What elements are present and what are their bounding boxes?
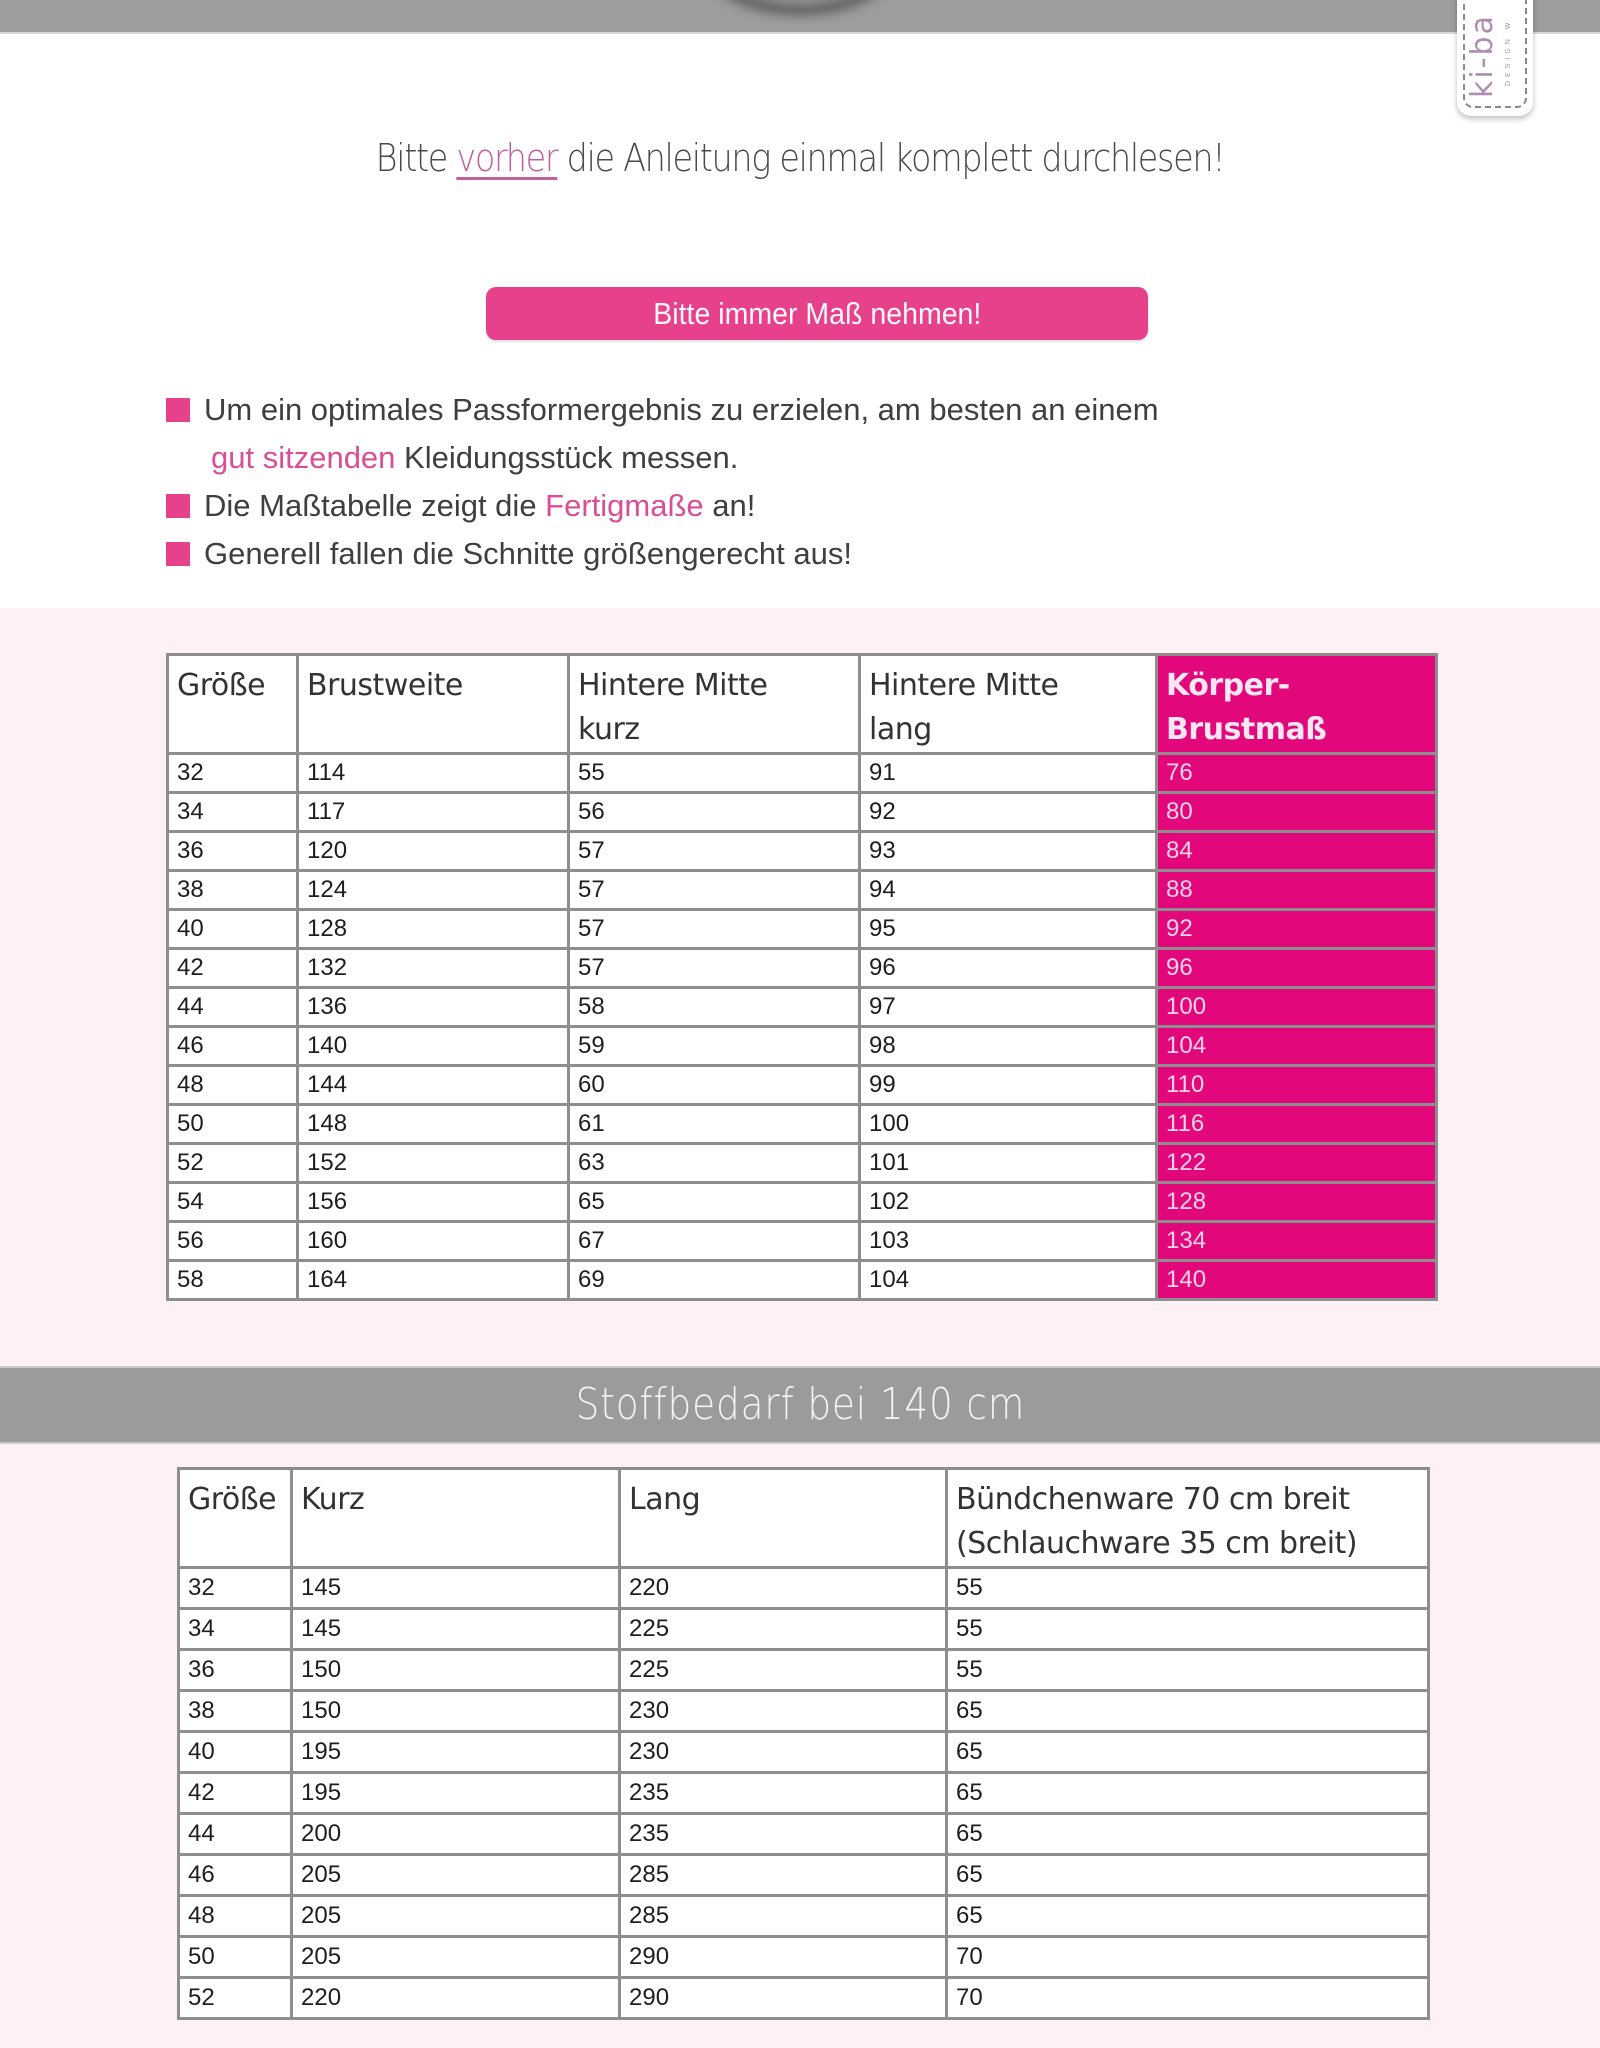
table-cell: 101 (860, 1144, 1157, 1183)
table-cell: 32 (168, 754, 298, 793)
column-header-line: Kurz (301, 1482, 365, 1517)
column-header-line: Lang (629, 1482, 701, 1517)
tip-item (166, 386, 1316, 434)
table-cell: 40 (179, 1732, 292, 1773)
table-row (168, 1105, 1437, 1144)
column-header-line: Größe (188, 1482, 277, 1517)
table-cell: 140 (298, 1027, 569, 1066)
tip-item-continuation (166, 434, 1316, 482)
tip-text: Die Maßtabelle zeigt die (204, 488, 546, 523)
table-cell: 122 (1157, 1144, 1437, 1183)
column-header-line: kurz (578, 712, 640, 747)
table-cell: 230 (620, 1732, 947, 1773)
table-cell: 164 (298, 1261, 569, 1300)
table-cell: 152 (298, 1144, 569, 1183)
table-cell: 235 (620, 1773, 947, 1814)
table-cell: 54 (168, 1183, 298, 1222)
table-cell: 34 (179, 1609, 292, 1650)
table-cell: 200 (292, 1814, 620, 1855)
table-cell: 58 (168, 1261, 298, 1300)
table-cell: 57 (569, 871, 860, 910)
table-cell: 205 (292, 1937, 620, 1978)
table-cell: 65 (947, 1773, 1429, 1814)
table-cell: 285 (620, 1855, 947, 1896)
table-cell: 104 (860, 1261, 1157, 1300)
table-cell: 48 (179, 1896, 292, 1937)
column-header-line: Bündchenware 70 cm breit (956, 1482, 1350, 1517)
column-header (292, 1469, 620, 1568)
table-cell: 144 (298, 1066, 569, 1105)
table-cell: 55 (947, 1609, 1429, 1650)
column-header-line: Körper- (1166, 668, 1290, 703)
table-cell: 32 (179, 1568, 292, 1609)
table-cell: 65 (947, 1814, 1429, 1855)
column-header (179, 1469, 292, 1568)
table-cell: 55 (947, 1568, 1429, 1609)
decorative-button-graphic (705, 0, 895, 10)
intro-text-after: die Anleitung einmal komplett durchlesen! (557, 136, 1225, 180)
table-row (179, 1855, 1429, 1896)
table-cell: 285 (620, 1896, 947, 1937)
table-row (179, 1773, 1429, 1814)
column-header-line: Brustweite (307, 668, 463, 703)
table-cell: 195 (292, 1773, 620, 1814)
tips-list (166, 386, 1316, 578)
table-cell: 46 (168, 1027, 298, 1066)
table-cell: 38 (168, 871, 298, 910)
table-cell: 76 (1157, 754, 1437, 793)
table-cell: 88 (1157, 871, 1437, 910)
column-header-line: Größe (177, 668, 266, 703)
table-cell: 205 (292, 1896, 620, 1937)
table-cell: 290 (620, 1937, 947, 1978)
table-cell: 230 (620, 1691, 947, 1732)
column-header-line: Hintere Mitte (578, 668, 768, 703)
table-row (168, 910, 1437, 949)
table-cell: 100 (1157, 988, 1437, 1027)
table-row (168, 988, 1437, 1027)
table-cell: 46 (179, 1855, 292, 1896)
table-row (179, 1937, 1429, 1978)
table-row (168, 949, 1437, 988)
table-cell: 145 (292, 1568, 620, 1609)
table-cell: 136 (298, 988, 569, 1027)
tip-item (166, 530, 1316, 578)
table-cell: 140 (1157, 1261, 1437, 1300)
table-row (179, 1691, 1429, 1732)
tip-highlight: Fertigmaße (545, 488, 704, 523)
table-row (168, 1144, 1437, 1183)
table-row (168, 871, 1437, 910)
table-cell: 128 (298, 910, 569, 949)
table-cell: 60 (569, 1066, 860, 1105)
table-cell: 94 (860, 871, 1157, 910)
table-cell: 67 (569, 1222, 860, 1261)
column-header (860, 655, 1157, 754)
table-row (179, 1609, 1429, 1650)
table-row (179, 1732, 1429, 1773)
table-cell: 61 (569, 1105, 860, 1144)
table-cell: 69 (569, 1261, 860, 1300)
table-cell: 57 (569, 910, 860, 949)
fabric-section-title: Stoffbedarf bei 140 cm (575, 1379, 1025, 1430)
table-cell: 220 (292, 1978, 620, 2019)
table-row (168, 1183, 1437, 1222)
tip-text: Kleidungsstück messen. (395, 440, 739, 475)
table-row (179, 1978, 1429, 2019)
table-cell: 160 (298, 1222, 569, 1261)
table-cell: 70 (947, 1978, 1429, 2019)
table-cell: 156 (298, 1183, 569, 1222)
table-row (168, 1066, 1437, 1105)
column-header (569, 655, 860, 754)
table-cell: 96 (1157, 949, 1437, 988)
logo-sub-text: DESIGN W (1505, 18, 1512, 86)
table-cell: 97 (860, 988, 1157, 1027)
table-cell: 92 (860, 793, 1157, 832)
table-cell: 44 (168, 988, 298, 1027)
table-cell: 59 (569, 1027, 860, 1066)
table-cell: 70 (947, 1937, 1429, 1978)
table-row (179, 1568, 1429, 1609)
column-header-line: Brustmaß (1166, 712, 1327, 747)
table-cell: 65 (947, 1896, 1429, 1937)
column-header (298, 655, 569, 754)
table-cell: 93 (860, 832, 1157, 871)
table-cell: 65 (947, 1855, 1429, 1896)
table-cell: 57 (569, 949, 860, 988)
table-cell: 104 (1157, 1027, 1437, 1066)
table-cell: 99 (860, 1066, 1157, 1105)
column-header-line: Hintere Mitte (869, 668, 1059, 703)
table-cell: 150 (292, 1691, 620, 1732)
table-cell: 55 (569, 754, 860, 793)
table-cell: 34 (168, 793, 298, 832)
table-cell: 128 (1157, 1183, 1437, 1222)
table-cell: 48 (168, 1066, 298, 1105)
table-cell: 134 (1157, 1222, 1437, 1261)
table-cell: 55 (947, 1650, 1429, 1691)
intro-text-before: Bitte (375, 136, 457, 180)
table-cell: 116 (1157, 1105, 1437, 1144)
measure-notice-banner (486, 287, 1148, 340)
tip-text: an! (703, 488, 756, 523)
table-cell: 42 (168, 949, 298, 988)
table-cell: 92 (1157, 910, 1437, 949)
table-cell: 65 (569, 1183, 860, 1222)
size-chart-table (166, 653, 1438, 1301)
column-header (1157, 655, 1437, 754)
fabric-section-header (0, 1366, 1600, 1444)
column-header-line: (Schlauchware 35 cm breit) (956, 1526, 1358, 1561)
table-row (168, 1027, 1437, 1066)
table-row (168, 793, 1437, 832)
table-cell: 102 (860, 1183, 1157, 1222)
table-cell: 42 (179, 1773, 292, 1814)
table-cell: 65 (947, 1732, 1429, 1773)
table-cell: 290 (620, 1978, 947, 2019)
measure-notice-text: Bitte immer Maß nehmen! (652, 296, 982, 331)
table-cell: 91 (860, 754, 1157, 793)
table-cell: 58 (569, 988, 860, 1027)
table-row (168, 832, 1437, 871)
table-row (168, 754, 1437, 793)
table-cell: 84 (1157, 832, 1437, 871)
table-row (179, 1896, 1429, 1937)
table-cell: 38 (179, 1691, 292, 1732)
brand-logo-tag (1457, 0, 1533, 116)
table-cell: 225 (620, 1609, 947, 1650)
table-cell: 132 (298, 949, 569, 988)
table-cell: 195 (292, 1732, 620, 1773)
table-cell: 110 (1157, 1066, 1437, 1105)
pink-square-bullet-icon (166, 542, 190, 566)
intro-highlight: vorher (456, 136, 558, 180)
table-cell: 40 (168, 910, 298, 949)
tip-text: Generell fallen die Schnitte größengerecht aus! (204, 536, 852, 571)
table-cell: 65 (947, 1691, 1429, 1732)
intro-heading (96, 136, 1504, 180)
table-cell: 56 (569, 793, 860, 832)
pink-square-bullet-icon (166, 398, 190, 422)
tip-item (166, 482, 1316, 530)
table-cell: 205 (292, 1855, 620, 1896)
table-cell: 50 (168, 1105, 298, 1144)
top-header-bar (0, 0, 1600, 34)
table-cell: 36 (168, 832, 298, 871)
table-cell: 36 (179, 1650, 292, 1691)
table-cell: 100 (860, 1105, 1157, 1144)
table-cell: 145 (292, 1609, 620, 1650)
table-cell: 56 (168, 1222, 298, 1261)
table-cell: 95 (860, 910, 1157, 949)
fabric-requirement-table (177, 1467, 1430, 2020)
table-row (168, 1222, 1437, 1261)
table-cell: 98 (860, 1027, 1157, 1066)
table-cell: 52 (168, 1144, 298, 1183)
table-cell: 117 (298, 793, 569, 832)
table-cell: 63 (569, 1144, 860, 1183)
tip-highlight: gut sitzenden (211, 440, 396, 475)
table-cell: 57 (569, 832, 860, 871)
table-cell: 52 (179, 1978, 292, 2019)
table-row (179, 1650, 1429, 1691)
logo-brand-text: ki-ba (1465, 14, 1500, 98)
table-row (168, 1261, 1437, 1300)
table-cell: 150 (292, 1650, 620, 1691)
column-header-line: lang (869, 712, 932, 747)
table-cell: 80 (1157, 793, 1437, 832)
table-cell: 103 (860, 1222, 1157, 1261)
table-cell: 225 (620, 1650, 947, 1691)
column-header (168, 655, 298, 754)
tip-text: Um ein optimales Passformergebnis zu erzielen, am besten an einem (204, 392, 1159, 427)
table-cell: 120 (298, 832, 569, 871)
table-cell: 124 (298, 871, 569, 910)
column-header (620, 1469, 947, 1568)
table-cell: 235 (620, 1814, 947, 1855)
table-row (179, 1814, 1429, 1855)
table-cell: 148 (298, 1105, 569, 1144)
pink-square-bullet-icon (166, 494, 190, 518)
column-header (947, 1469, 1429, 1568)
table-cell: 114 (298, 754, 569, 793)
table-cell: 220 (620, 1568, 947, 1609)
table-cell: 50 (179, 1937, 292, 1978)
table-cell: 96 (860, 949, 1157, 988)
table-cell: 44 (179, 1814, 292, 1855)
